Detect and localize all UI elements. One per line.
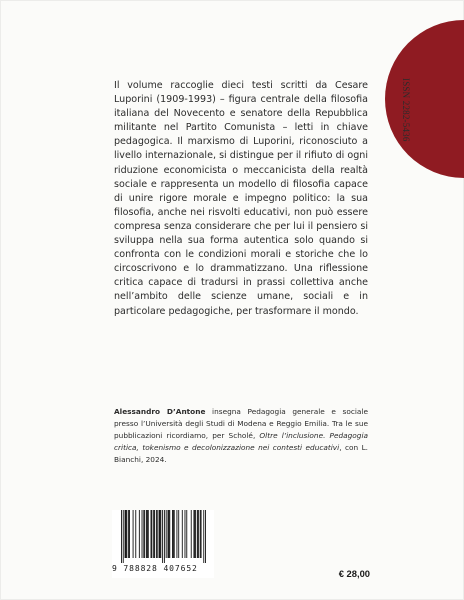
barcode-bar <box>151 510 152 558</box>
barcode-icon <box>121 510 206 563</box>
barcode-bar <box>129 510 130 558</box>
barcode-bar <box>125 510 126 558</box>
barcode-bar <box>178 510 179 558</box>
barcode-bar <box>125 510 126 558</box>
barcode-bar <box>151 510 152 558</box>
author-bio <box>114 406 368 466</box>
barcode-bar <box>205 510 206 563</box>
barcode-bar <box>198 510 199 558</box>
barcode-bar <box>173 510 174 558</box>
barcode-bar <box>121 510 122 563</box>
barcode-bar <box>197 510 198 558</box>
barcode-bar <box>176 510 177 558</box>
barcode-bar <box>168 510 169 558</box>
barcode-bar <box>133 510 134 558</box>
barcode-bar <box>186 510 187 558</box>
red-corner-tab <box>385 20 464 178</box>
barcode-bar <box>185 510 186 558</box>
barcode-bar <box>157 510 158 558</box>
barcode-bar <box>193 510 194 558</box>
bio-text-intro: insegna Pedagogia generale e sociale presso l’Università degli Studi di Modena e Reggio Emilia. Tra le sue pubblicazioni ricordiamo, per Scholé, <box>114 407 368 441</box>
barcode-bar <box>153 510 154 558</box>
bio-text-end: , con L. Bianchi, 2024. <box>114 443 368 465</box>
barcode-bar <box>148 510 149 558</box>
barcode-bar <box>194 510 195 558</box>
barcode-bar <box>164 510 165 563</box>
issn-label: ISSN 2282-5436 <box>401 78 411 142</box>
barcode-bar <box>143 510 144 558</box>
author-name: Alessandro D’Antone <box>114 407 206 416</box>
barcode-bar <box>169 510 170 558</box>
barcode-bar <box>200 510 201 558</box>
cover-blurb: Il volume raccoglie dieci testi scritti da Cesare Luporini (1909-1993) – figura centrale della filosofia italiana del Novecento e senatore della Repubblica militante nel Partito Comunista – letti in chiave pedagogica. Il marxismo di Luporini, riconosciuto a livello internazionale, si distingue per il rifiuto di ogni riduzione economicista o meccanicista della realtà sociale e rappresenta un modello di filosofia capace di unire rigore morale e impegno politico: la sua filosofia, anche nei risvolti educativi, non può essere compresa senza considerare che per lui il pensiero si sviluppa nella sua forma autentica solo quando si confronta con le condizioni morali e storiche che lo circoscrivono e lo drammatizzano. Una riflessione critica capace di tradursi in prassi collettiva anche nell’ambito delle scienze umane, sociali e in particolare pedagogiche, per trasformare il mondo. <box>114 80 368 317</box>
barcode-bar <box>172 510 173 558</box>
barcode-bar <box>128 510 129 558</box>
barcode-bar <box>146 510 147 558</box>
barcode-bar <box>154 510 155 558</box>
barcode-bar <box>142 510 143 558</box>
barcode-bar <box>156 510 157 558</box>
barcode-bar <box>168 510 169 558</box>
price-label: € 28,00 <box>338 568 370 579</box>
barcode-bar <box>126 510 127 558</box>
barcode-bar <box>174 510 175 558</box>
barcode-bar <box>182 510 183 558</box>
barcode-bar <box>123 510 124 563</box>
barcode-bar <box>162 510 163 563</box>
bio-book-title: Oltre l’inclusione. Pedagogia critica, tokenismo e decolonizzazione nei contesti educativi <box>114 431 369 453</box>
barcode-bar <box>144 510 145 558</box>
isbn-barcode-block <box>112 510 214 578</box>
barcode-bar <box>159 510 160 558</box>
barcode-bar <box>201 510 202 558</box>
barcode-bar <box>159 510 160 558</box>
barcode-bar <box>195 510 196 558</box>
barcode-bar <box>160 510 161 558</box>
barcode-bar <box>139 510 140 558</box>
barcode-bar <box>191 510 192 558</box>
ean-number: 9 788828 407652 <box>112 564 198 573</box>
barcode-bar <box>135 510 136 558</box>
barcode-bar <box>147 510 148 558</box>
barcode-bar <box>166 510 167 558</box>
barcode-bar <box>203 510 204 563</box>
